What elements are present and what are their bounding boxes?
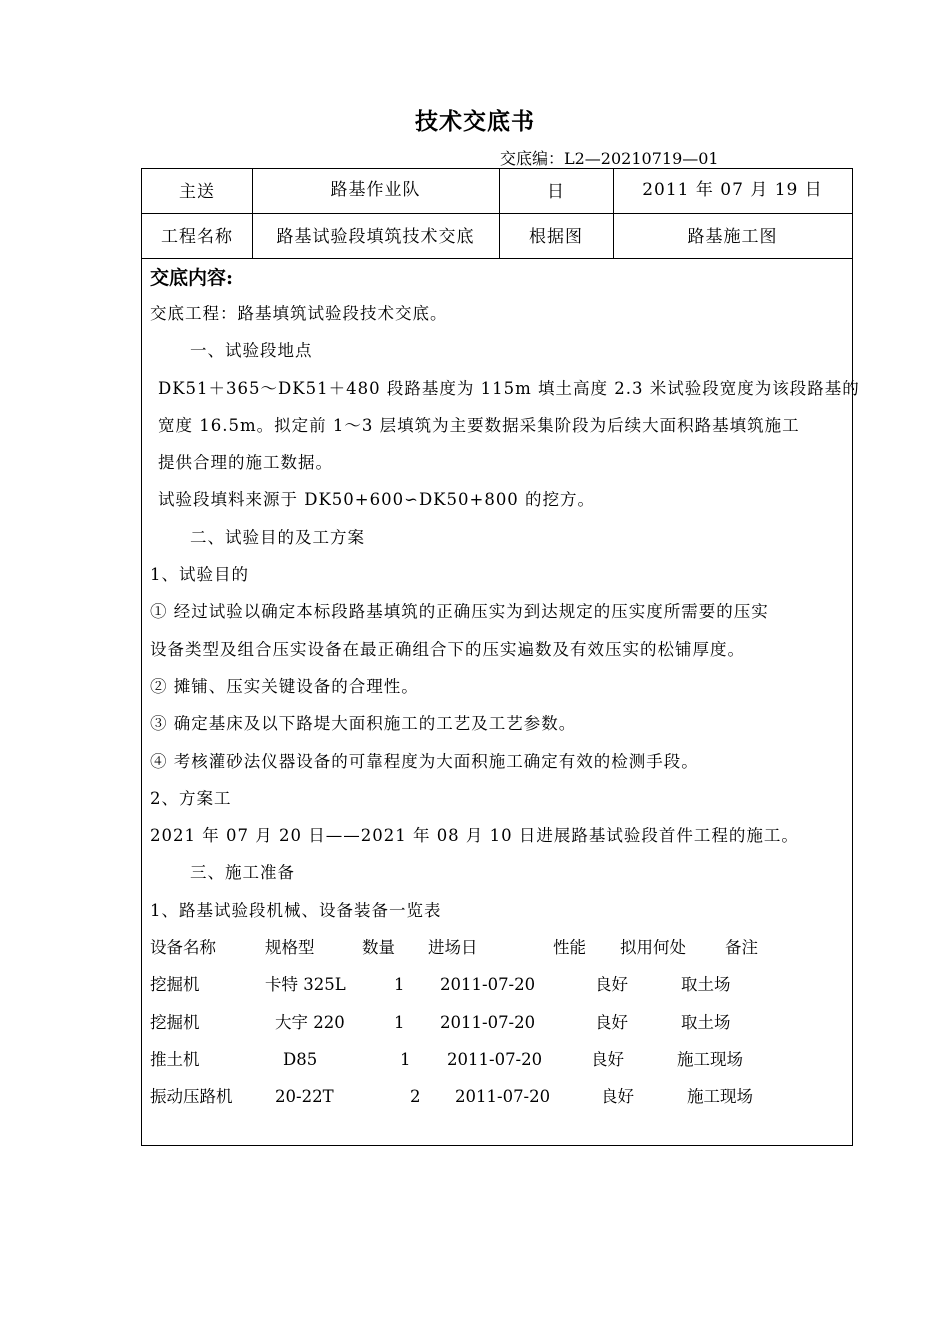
equipment-model: D85 <box>283 1049 318 1069</box>
equipment-date: 2011-07-20 <box>455 1087 551 1107</box>
equipment-usage: 施工现场 <box>677 1049 743 1069</box>
date-value: 2011 年 07 月 19 日 <box>642 180 823 200</box>
project-name-value: 路基试验段填筑技术交底 <box>276 227 475 247</box>
equipment-condition: 良好 <box>595 1012 628 1032</box>
table-row <box>150 1078 844 1115</box>
content-line: 交底工程：路基填筑试验段技术交底。 <box>150 304 448 323</box>
recipient-label: 主送 <box>179 182 215 202</box>
equipment-table-header <box>150 929 844 966</box>
equipment-model: 20-22T <box>275 1087 334 1107</box>
equipment-condition: 良好 <box>601 1087 634 1107</box>
equipment-name: 振动压路机 <box>150 1087 233 1107</box>
date-label: 日 <box>547 182 565 202</box>
equipment-name: 挖掘机 <box>150 975 200 995</box>
disclosure-content <box>150 261 860 1116</box>
equipment-date: 2011-07-20 <box>440 975 536 995</box>
drawing-basis-value: 路基施工图 <box>687 227 778 247</box>
equipment-usage: 取土场 <box>681 1012 731 1032</box>
row-divider <box>142 258 852 259</box>
content-line: ④ 考核灌砂法仪器设备的可靠程度为大面积施工确定有效的检测手段。 <box>150 751 699 771</box>
equipment-usage: 取土场 <box>681 975 731 995</box>
equipment-model: 大宇 220 <box>275 1012 345 1032</box>
content-line: ② 摊铺、压实关键设备的合理性。 <box>150 676 419 696</box>
header-model: 规格型 <box>265 938 315 958</box>
content-line: 1、试验目的 <box>150 565 249 585</box>
drawing-basis-label: 根据图 <box>529 227 583 247</box>
header-name: 设备名称 <box>150 938 216 958</box>
equipment-quantity: 2 <box>410 1087 421 1107</box>
content-line: 1、路基试验段机械、设备装备一览表 <box>150 900 442 920</box>
content-line: 2021 年 07 月 20 日——2021 年 08 月 10 日进展路基试验段首件工程的施工。 <box>150 826 799 846</box>
project-name-label: 工程名称 <box>161 227 233 247</box>
equipment-model: 卡特 325L <box>265 975 346 995</box>
content-line: 提供合理的施工数据。 <box>158 453 333 473</box>
equipment-quantity: 1 <box>400 1049 411 1069</box>
table-row <box>150 1041 844 1078</box>
content-line: ③ 确定基床及以下路堤大面积施工的工艺及工艺参数。 <box>150 714 577 734</box>
equipment-date: 2011-07-20 <box>440 1012 536 1032</box>
section-heading: 三、施工准备 <box>190 863 295 883</box>
equipment-quantity: 1 <box>394 975 405 995</box>
content-heading: 交底内容: <box>150 267 234 289</box>
document-number: 交底编：L2—20210719—01 <box>500 149 719 168</box>
section-heading: 一、试验段地点 <box>190 341 313 361</box>
equipment-date: 2011-07-20 <box>447 1049 543 1069</box>
header-remarks: 备注 <box>725 938 758 958</box>
content-line: 试验段填料来源于 DK50+600∽DK50+800 的挖方。 <box>158 490 596 510</box>
equipment-name: 推土机 <box>150 1049 200 1069</box>
table-row <box>150 966 844 1003</box>
content-line: DK51＋365～DK51＋480 段路基度为 115m 填土高度 2.3 米试验段宽度为该段路基的 <box>158 378 860 398</box>
table-row <box>150 1004 844 1041</box>
equipment-condition: 良好 <box>591 1049 624 1069</box>
section-heading: 二、试验目的及工方案 <box>190 527 365 547</box>
header-condition: 性能 <box>553 938 586 958</box>
equipment-name: 挖掘机 <box>150 1012 200 1032</box>
row-divider <box>142 213 852 214</box>
content-line: 宽度 16.5m。拟定前 1～3 层填筑为主要数据采集阶段为后续大面积路基填筑施工 <box>158 415 800 435</box>
header-usage: 拟用何处 <box>620 938 686 958</box>
recipient-value: 路基作业队 <box>330 180 421 200</box>
header-quantity: 数量 <box>362 938 395 958</box>
header-entry-date: 进场日 <box>428 938 478 958</box>
equipment-quantity: 1 <box>394 1012 405 1032</box>
equipment-usage: 施工现场 <box>687 1087 753 1107</box>
content-line: ① 经过试验以确定本标段路基填筑的正确压实为到达规定的压实度所需要的压实 <box>150 602 769 622</box>
equipment-condition: 良好 <box>595 975 628 995</box>
content-line: 设备类型及组合压实设备在最正确组合下的压实遍数及有效压实的松铺厚度。 <box>150 639 745 659</box>
content-line: 2、方案工 <box>150 788 232 808</box>
disclosure-form <box>141 168 860 1146</box>
document-title: 技术交底书 <box>415 108 535 135</box>
